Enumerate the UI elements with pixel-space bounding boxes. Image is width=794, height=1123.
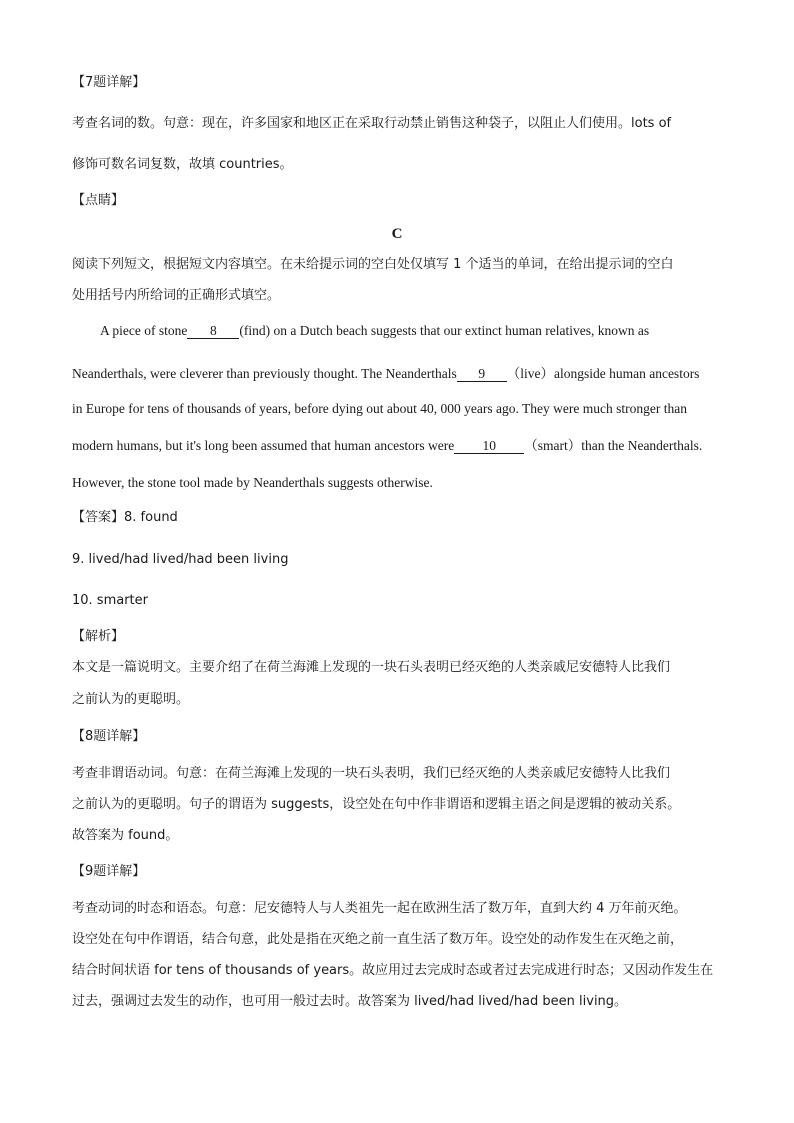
answer-8: 8. found — [124, 510, 178, 525]
passage-text: (find) on a Dutch beach suggests that our extinct human relatives, known as — [239, 323, 650, 338]
answer-10: 10. smarter — [72, 593, 148, 608]
q7-heading: 【7题详解】 — [72, 75, 146, 90]
q9-explanation-line-4: 过去，强调过去发生的动作，也可用一般过去时。故答案为 lived/had lived/had been living。 — [72, 994, 628, 1009]
passage-text: A piece of stone — [100, 323, 188, 338]
analysis-line-1: 本文是一篇说明文。主要介绍了在荷兰海滩上发现的一块石头表明已经灭绝的人类亲戚尼安德特人比我们 — [72, 660, 671, 675]
blank-9: 9 — [457, 366, 507, 382]
dianjing-heading: 【点睛】 — [72, 193, 125, 208]
blank-8: 8 — [187, 323, 239, 339]
analysis-heading: 【解析】 — [72, 629, 125, 644]
q9-explanation-line-2: 设空处在句中作谓语，结合句意，此处是指在灭绝之前一直生活了数万年。设空处的动作发生在灭绝之前， — [72, 932, 684, 947]
q8-explanation-line-1: 考查非谓语动词。句意：在荷兰海滩上发现的一块石头表明，我们已经灭绝的人类亲戚尼安德特人比我们 — [72, 766, 671, 781]
q9-explanation-line-3: 结合时间状语 for tens of thousands of years。故应用过去完成时态或者过去完成进行时态；又因动作发生在 — [72, 963, 714, 978]
section-letter: C — [391, 226, 403, 242]
passage-text: （live）alongside human ancestors — [506, 366, 700, 381]
q8-heading: 【8题详解】 — [72, 729, 146, 744]
q9-explanation-line-1: 考查动词的时态和语态。句意：尼安德特人与人类祖先一起在欧洲生活了数万年，直到大约 4 万年前灭绝。 — [72, 901, 687, 916]
answer-label: 【答案】 — [72, 510, 125, 525]
passage-text: Neanderthals, were cleverer than previously thought. The Neanderthals — [72, 366, 457, 381]
passage-text: （smart）than the Neanderthals. — [524, 438, 703, 453]
q8-explanation-line-3: 故答案为 found。 — [72, 828, 179, 843]
passage-line-1 — [100, 321, 649, 341]
answer-line-8 — [72, 508, 178, 528]
passage-line-5: However, the stone tool made by Neanderthals suggests otherwise. — [72, 475, 433, 490]
q8-explanation-line-2: 之前认为的更聪明。句子的谓语为 suggests，设空处在句中作非谓语和逻辑主语之间是逻辑的被动关系。 — [72, 797, 681, 812]
passage-line-4 — [72, 436, 702, 456]
blank-10: 10 — [454, 438, 524, 454]
q7-explanation-line-1: 考查名词的数。句意：现在，许多国家和地区正在采取行动禁止销售这种袋子，以阻止人们使用。lots of — [72, 116, 672, 131]
instructions-line-1: 阅读下列短文，根据短文内容填空。在未给提示词的空白处仅填写 1 个适当的单词，在给出提示词的空白 — [72, 257, 674, 272]
analysis-line-2: 之前认为的更聪明。 — [72, 692, 190, 707]
passage-line-3: in Europe for tens of thousands of years, before dying out about 40, 000 years ago. They were much stronger than — [72, 401, 687, 416]
q9-heading: 【9题详解】 — [72, 864, 146, 879]
answer-9: 9. lived/had lived/had been living — [72, 552, 289, 567]
passage-text: modern humans, but it's long been assumed that human ancestors were — [72, 438, 455, 453]
passage-line-2 — [72, 364, 699, 384]
q7-explanation-line-2: 修饰可数名词复数，故填 countries。 — [72, 157, 293, 172]
instructions-line-2: 处用括号内所给词的正确形式填空。 — [72, 288, 281, 303]
